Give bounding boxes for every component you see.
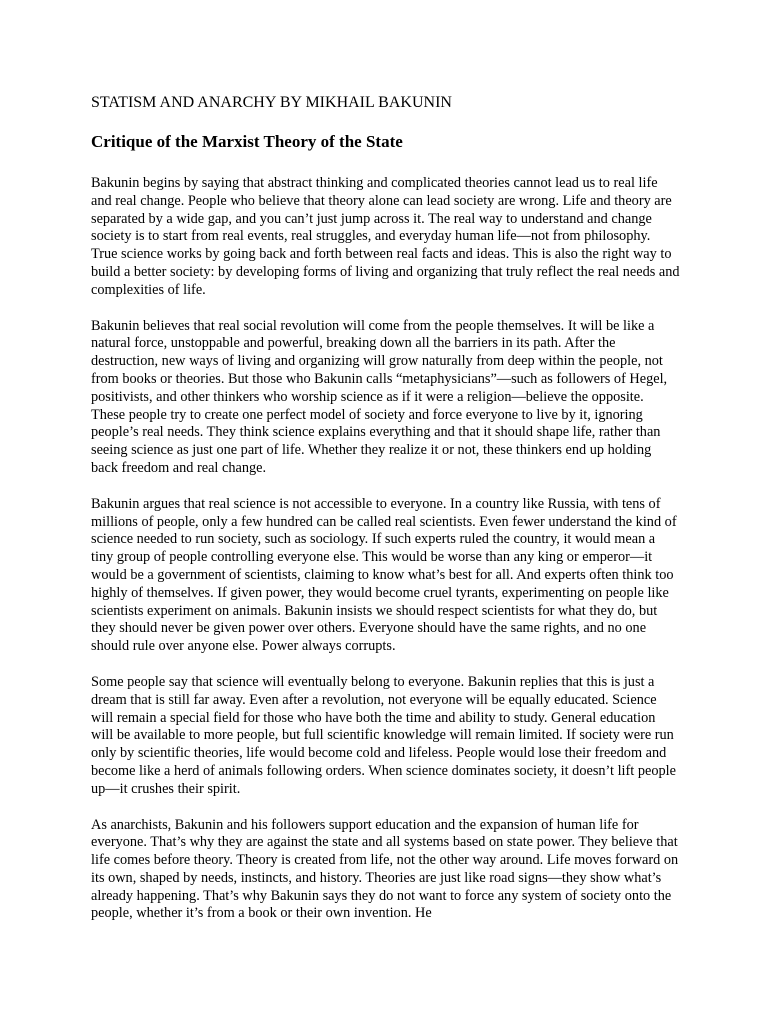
document-title: STATISM AND ANARCHY BY MIKHAIL BAKUNIN	[91, 94, 452, 111]
paragraph-1: Bakunin begins by saying that abstract thinking and complicated theories cannot lead us to real life and real change. People who believe that theory alone can lead society are wrong. Life and theory are separated by a wide gap, and you can’t just jump across it. The real way to understand and change society is to start from real events, real struggles, and everyday human life—not from philosophy. True science works by going back and forth between real facts and ideas. This is also the right way to build a better society: by developing forms of living and organizing that truly reflect the real needs and complexities of life.	[91, 175, 680, 298]
paragraph-2: Bakunin believes that real social revolution will come from the people themselves. It will be like a natural force, unstoppable and powerful, breaking down all the barriers in its path. After the destruction, new ways of living and organizing will grow naturally from deep within the people, not from books or theories. But those who Bakunin calls “metaphysicians”—such as followers of Hegel, positivists, and other thinkers who worship science as if it were a religion—believe the opposite. These people try to create one perfect model of society and force everyone to live by it, ignoring people’s real needs. They think science explains everything and that it should shape life, rather than seeing science as just one part of life. Whether they realize it or not, these thinkers end up holding back freedom and real change.	[91, 317, 668, 476]
paragraph-4: Some people say that science will eventually belong to everyone. Bakunin replies that this is just a dream that is still far away. Even after a revolution, not everyone will be equally educated. Science will remain a special field for those who have both the time and ability to study. General education will be available to more people, but full scientific knowledge will remain limited. If society were run only by scientific theories, life would become cold and lifeless. People would lose their freedom and become like a herd of animals following orders. When science dominates society, it doesn’t lift people up—it crushes their spirit.	[91, 673, 676, 797]
document-body	[91, 92, 680, 923]
paragraph-3: Bakunin argues that real science is not accessible to everyone. In a country like Russia, with tens of millions of people, only a few hundred can be called real scientists. Even fewer understand the kind of science needed to run society, such as sociology. If such experts ruled the country, it would mean a tiny group of people controlling everyone else. This would be worse than any king or emperor—it would be a government of scientists, claiming to know what’s best for all. And experts often think too highly of themselves. If given power, they would become cruel tyrants, experimenting on people like scientists experiment on animals. Bakunin insists we should respect scientists for what they do, but they should never be given power over others. Everyone should have the same rights, and no one should rule over anyone else. Power always corrupts.	[91, 495, 677, 655]
section-heading: Critique of the Marxist Theory of the State	[91, 132, 403, 151]
paragraph-5: As anarchists, Bakunin and his followers support education and the expansion of human life for everyone. That’s why they are against the state and all systems based on state power. They believe that life comes before theory. Theory is created from life, not the other way around. Life moves forward on its own, shaped by needs, instincts, and history. Theories are just like road signs—they show what’s already happening. That’s why Bakunin says they do not want to force any system of society onto the people, whether it’s from a book or their own invention. He	[91, 816, 679, 922]
